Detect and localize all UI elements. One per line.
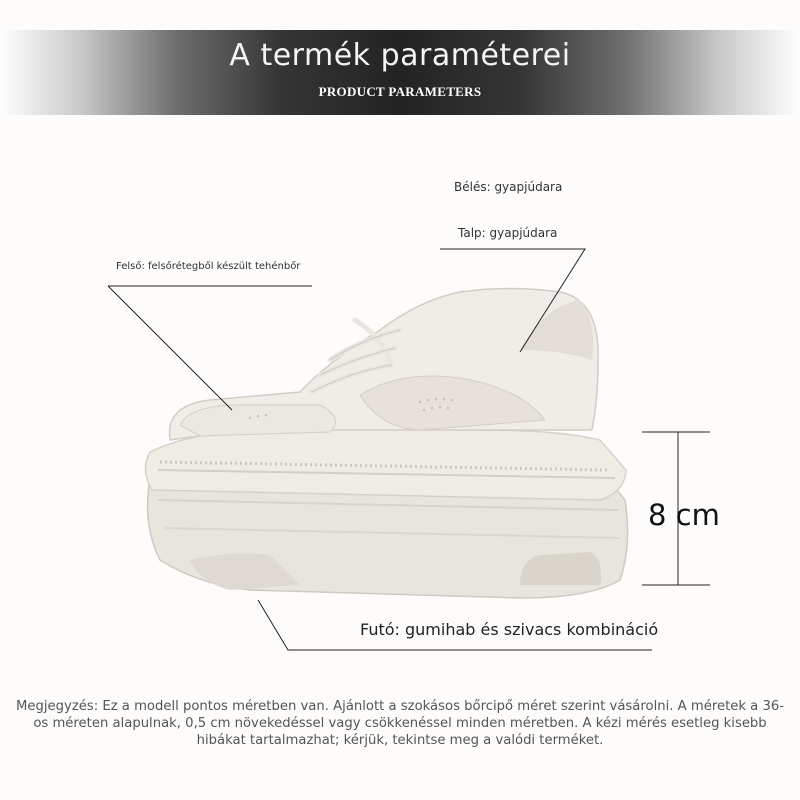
lining-label: Bélés: gyapjúdara — [454, 180, 563, 194]
height-label: 8 cm — [648, 498, 720, 532]
sneaker-image — [145, 289, 627, 599]
outsole-label: Futó: gumihab és szivacs kombináció — [360, 620, 659, 639]
callout-line-upper — [108, 286, 312, 410]
size-note: Megjegyzés: Ez a modell pontos méretben van. Ajánlott a szokásos bőrcipő méret szerint vásárolni. A méretek a 36-os méreten alapulnak, 0,5 cm növekedéssel vagy csökkenéssel minden méretben. A kézi mérés esetleg kisebb hibákat tartalmazhat; kérjük, tekintse meg a valódi terméket. — [16, 699, 784, 748]
page-title: A termék paraméterei — [229, 38, 571, 73]
upper-label: Felső: felsőrétegből készült tehénbőr — [116, 261, 301, 272]
midsole — [145, 425, 626, 500]
page-subtitle: PRODUCT PARAMETERS — [318, 84, 482, 99]
insole-label: Talp: gyapjúdara — [458, 226, 558, 240]
